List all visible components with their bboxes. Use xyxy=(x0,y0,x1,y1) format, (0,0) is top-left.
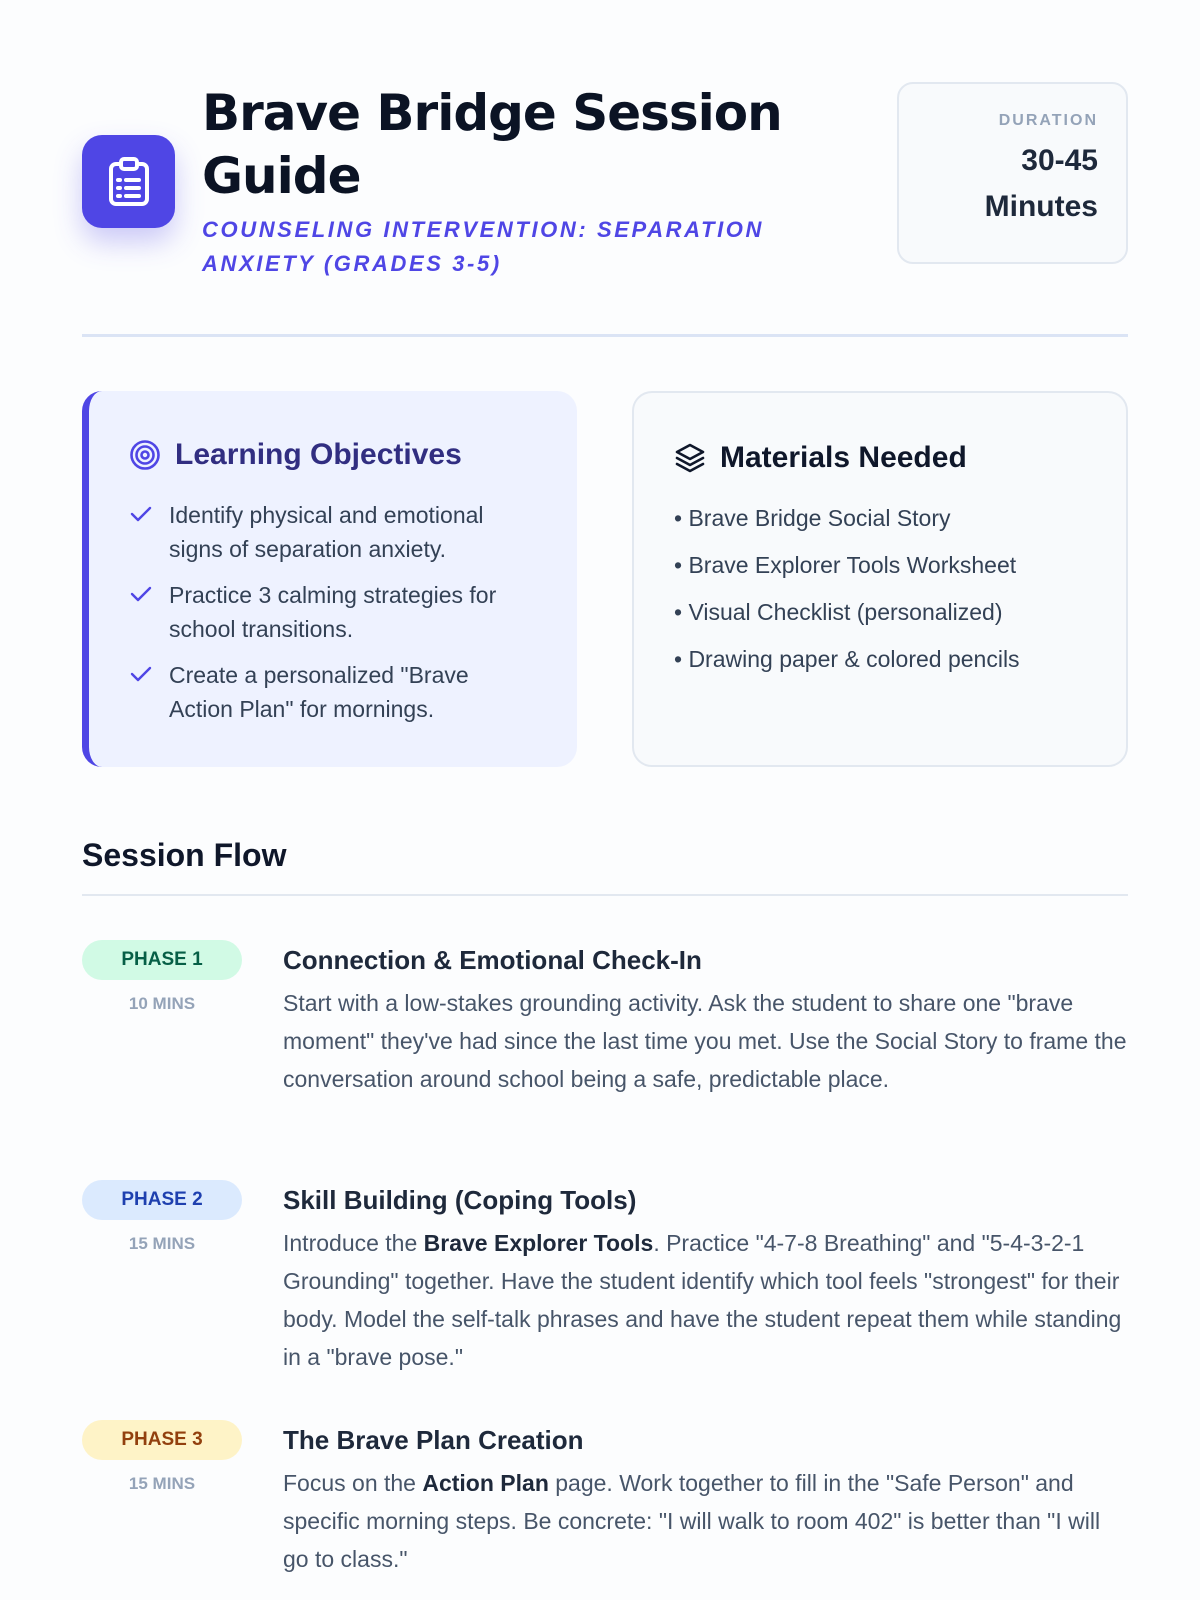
list-item: • Brave Explorer Tools Worksheet xyxy=(674,552,1017,578)
materials-list xyxy=(674,501,1086,676)
phase-duration: 15 MINS xyxy=(128,1474,196,1493)
phase-body xyxy=(283,1420,1128,1578)
session-flow-title: Session Flow xyxy=(82,837,287,873)
list-item: • Visual Checklist (personalized) xyxy=(674,599,1003,625)
objective-text: Practice 3 calming strategies for school transitions. xyxy=(169,582,497,642)
check-icon xyxy=(129,498,169,529)
phase-description: Start with a low-stakes grounding activity. Ask the student to share one "brave moment" they've had since the last time you met. Use the Social Story to frame the conversation around school being a safe, predictable place. xyxy=(283,990,1127,1092)
phase-title: Connection & Emotional Check-In xyxy=(283,945,702,975)
list-item xyxy=(129,658,537,726)
layers-icon xyxy=(674,442,706,474)
phase-duration: 10 MINS xyxy=(128,994,196,1013)
phase-badge: PHASE 1 xyxy=(82,940,242,980)
list-item xyxy=(129,578,537,646)
phase-body xyxy=(283,940,1128,1098)
duration-card xyxy=(897,82,1128,264)
phase-duration: 15 MINS xyxy=(128,1234,196,1253)
phase-badge: PHASE 2 xyxy=(82,1180,242,1220)
target-icon xyxy=(129,439,161,471)
phase-description-text: page. Work together to fill in the "Safe Person" and specific morning steps. Be concrete: "I will walk to room 402" is better than "I will go to class." xyxy=(283,1470,1101,1572)
phase-description-emphasis: Action Plan xyxy=(422,1470,549,1496)
learning-objectives-header xyxy=(129,436,537,474)
clipboard-list-icon xyxy=(82,135,175,228)
objectives-list xyxy=(129,498,537,726)
learning-objectives-title: Learning Objectives xyxy=(175,438,462,471)
duration-value xyxy=(899,138,1098,230)
page-subtitle: COUNSELING INTERVENTION: SEPARATION ANXIETY (GRADES 3-5) xyxy=(202,217,764,276)
phase-description-emphasis: Brave Explorer Tools xyxy=(423,1230,654,1256)
phase-title: The Brave Plan Creation xyxy=(283,1425,584,1455)
phase-body xyxy=(283,1180,1128,1376)
objective-text: Create a personalized "Brave Action Plan" for mornings. xyxy=(169,662,469,722)
header-divider xyxy=(82,334,1128,337)
check-icon xyxy=(129,578,169,609)
session-flow-divider xyxy=(82,894,1128,896)
duration-value-unit: Minutes xyxy=(984,190,1098,223)
materials-needed-header xyxy=(674,439,1086,477)
materials-needed-title: Materials Needed xyxy=(720,441,967,474)
check-icon xyxy=(129,658,169,689)
phase-title: Skill Building (Coping Tools) xyxy=(283,1185,637,1215)
phase-description-text: Introduce the xyxy=(283,1230,424,1256)
phase-badge: PHASE 3 xyxy=(82,1420,242,1460)
phase-description xyxy=(283,1224,1128,1376)
learning-objectives-card xyxy=(82,391,577,767)
duration-label: DURATION xyxy=(998,112,1098,129)
duration-value-range: 30-45 xyxy=(1021,144,1098,177)
materials-needed-card xyxy=(632,391,1128,767)
list-item: • Brave Bridge Social Story xyxy=(674,505,951,531)
page-title: Brave Bridge Session Guide xyxy=(202,84,782,205)
phase-description xyxy=(283,1464,1128,1578)
list-item xyxy=(129,498,537,566)
objective-text: Identify physical and emotional signs of separation anxiety. xyxy=(169,502,484,562)
list-item: • Drawing paper & colored pencils xyxy=(674,646,1020,672)
phase-description-text: Focus on the xyxy=(283,1470,423,1496)
phase-description-text: . Practice "4-7-8 Breathing" and "5-4-3-2-1 Grounding" together. Have the student identify which tool feels "strongest" for their body. Model the self-talk phrases and have the student repeat them while standing in a "brave pose." xyxy=(283,1230,1122,1370)
